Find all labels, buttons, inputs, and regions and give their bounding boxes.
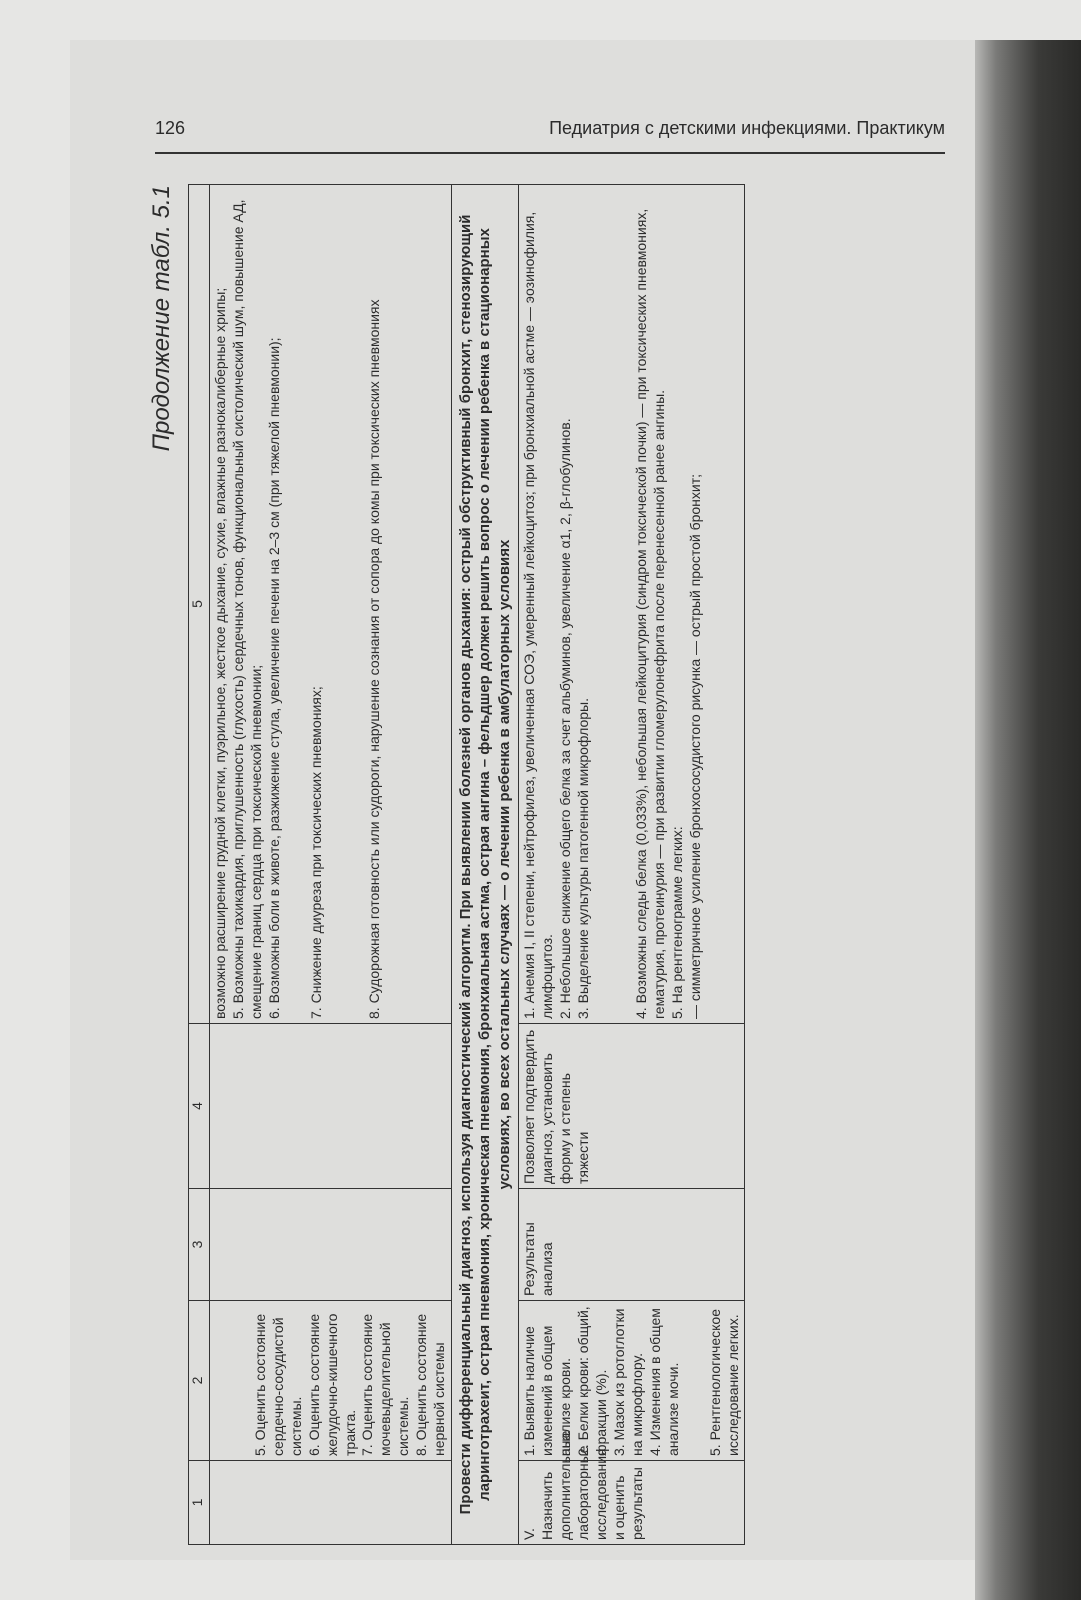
- table-cell: V. Назначить дополнительные лабораторные исследования и оценить результаты: [519, 1461, 745, 1545]
- column-header: 1: [189, 1461, 210, 1545]
- column-header: 5: [189, 185, 210, 1024]
- table-cell: [210, 185, 452, 1024]
- table-caption: Продолжение табл. 5.1: [148, 185, 175, 452]
- column-header: 3: [189, 1189, 210, 1301]
- cell-line: 2. Белки крови: общий, фракции (%).: [575, 1306, 610, 1456]
- table-cell: [210, 1301, 452, 1461]
- differential-diagnosis-note: Провести дифференциальный диагноз, используя диагностический алгоритм. При выявлении болезней органов дыхания: острый обструктивный бронхит, стенозирующий ларинготрахеит, острая пневмония, хроническая пневмония, бронхиальная астма, острая ангина – фельдшер должен решить вопрос о лечении ребенка в стационарных условиях, во всех остальных случаях — о лечении ребенка в амбулаторных условиях: [451, 185, 519, 1545]
- cell-line: 8. Оценить состояние нервной системы: [413, 1313, 448, 1456]
- cell-line: 1. Анемия I, II степени, нейтрофилез, увеличенная СОЭ, умеренный лейкоцитоз; при бронхиальной астме — эозинофилия, лимфоцитоз.: [521, 211, 556, 1019]
- column-header: 2: [189, 1301, 210, 1461]
- page-number: 126: [155, 118, 186, 138]
- table-cell: Результаты анализа: [519, 1189, 745, 1301]
- cell-line: 5. На рентгенограмме легких:: [668, 826, 685, 1019]
- cell-line: 5. Оценить состояние сердечно-сосудистой системы.: [252, 1313, 304, 1456]
- cell-line: — симметричное усиление бронхососудистого рисунка — острый простой бронхит;: [686, 473, 703, 1019]
- cell-line: 5. Рентгенологическое исследование легких.: [706, 1309, 741, 1456]
- cell-line: 6. Оценить состояние желудочно-кишечного тракта.: [305, 1313, 358, 1456]
- table-cell: Позволяет подтвердить диагноз, установить форму и степень тяжести: [519, 1024, 745, 1189]
- page-edge-shadow: [975, 40, 1081, 1600]
- table-cell: [519, 1301, 745, 1461]
- cell-line: 4. Возможны следы белка (0,033%), небольшая лейкоцитурия (синдром токсической почки) — при токсических пневмониях, гематурия, протеинурия — при развитии гломерулонефрита после перенесенной ранее ангины.: [633, 208, 667, 1019]
- cell-line: 7. Оценить состояние мочевыделительной системы.: [359, 1313, 412, 1456]
- cell-line: возможно расширение грудной клетки, пуэрильное, жесткое дыхание, сухие, влажные разнокалиберные хрипы;: [212, 287, 228, 1019]
- cell-line: 1. Выявить наличие изменений в общем анализе крови.: [521, 1325, 574, 1456]
- cell-line: 5. Возможны тахикардия, приглушенность (глухость) сердечных тонов, функциональный систолический шум, повышение АД, смещение границ сердца при токсической пневмонии;: [229, 199, 264, 1019]
- cell-line: 7. Снижение диуреза при токсических пневмониях;: [307, 686, 324, 1019]
- table-header-row: [189, 185, 210, 1545]
- table-cell: [519, 185, 745, 1024]
- table-span-row: [451, 185, 519, 1545]
- running-header-title: Педиатрия с детскими инфекциями. Практикум: [549, 118, 945, 138]
- cell-line: 6. Возможны боли в животе, разжижение стула, увеличение печени на 2–3 см (при тяжелой пневмонии);: [265, 337, 282, 1019]
- cell-line: 3. Выделение культуры патогенной микрофлоры.: [575, 698, 592, 1019]
- cell-line: 3. Мазок из ротоглотки на микрофлору.: [611, 1308, 645, 1456]
- data-table: [188, 184, 745, 1545]
- table-row: [210, 185, 452, 1545]
- column-header: 4: [189, 1024, 210, 1189]
- table-row: [519, 185, 745, 1545]
- cell-line: 2. Небольшое снижение общего белка за счет альбуминов, увеличение α1, 2, β-глобулинов.: [557, 418, 574, 1019]
- table-cell: [210, 1461, 452, 1545]
- cell-line: 8. Судорожная готовность или судороги, нарушение сознания от сопора до комы при токсических пневмониях: [365, 299, 382, 1019]
- cell-line: 4. Изменения в общем анализе мочи.: [646, 1308, 681, 1456]
- header-rule: [155, 152, 945, 154]
- table-cell: [210, 1189, 452, 1301]
- rotated-table-block: [148, 185, 948, 1545]
- table-cell: [210, 1024, 452, 1189]
